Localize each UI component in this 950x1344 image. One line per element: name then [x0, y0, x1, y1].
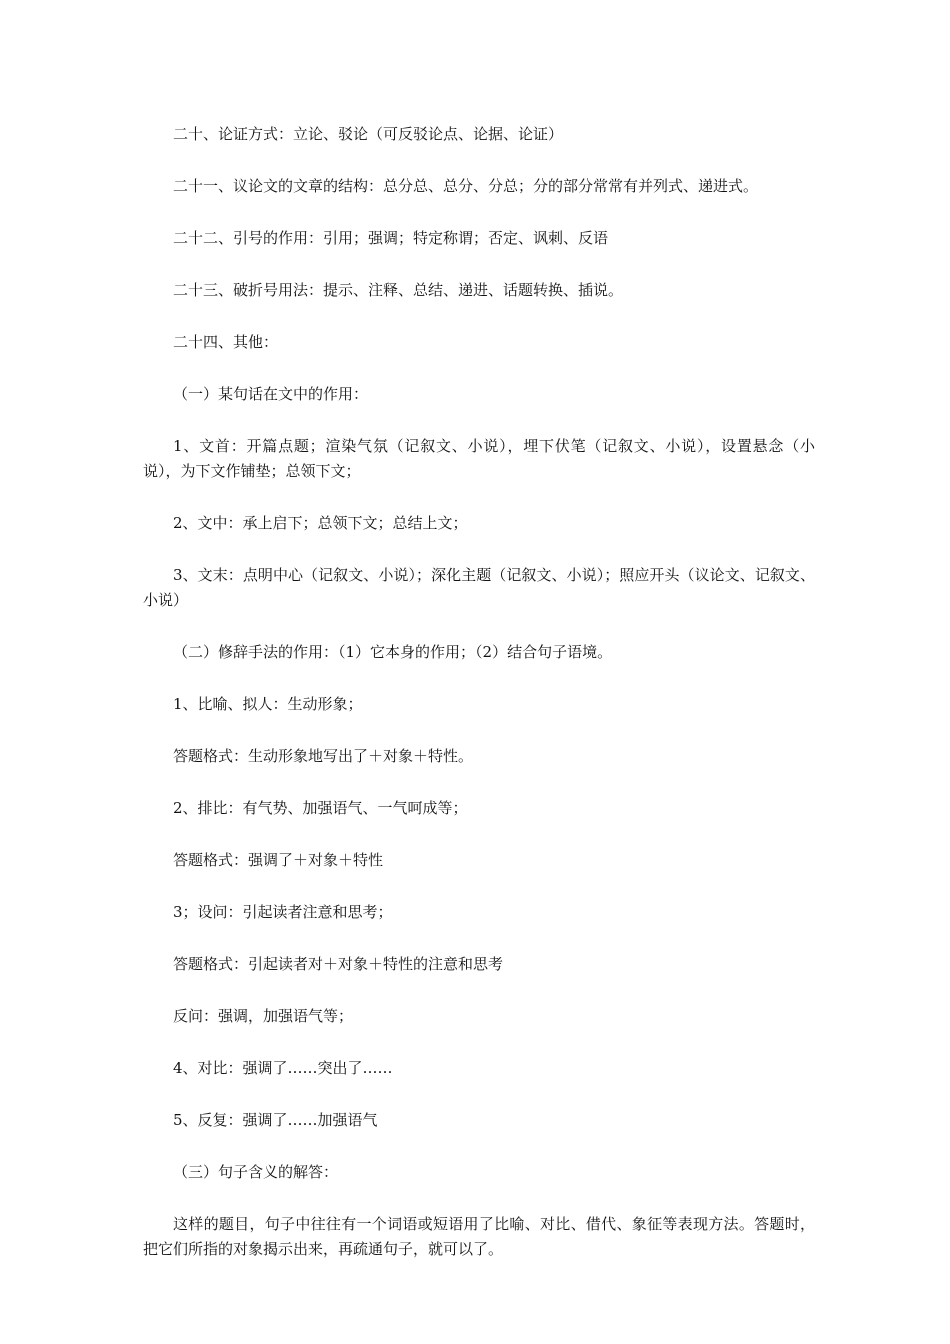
paragraph-quotation-marks: 二十二、引号的作用：引用；强调；特定称谓；否定、讽刺、反语 [173, 229, 609, 247]
paragraph-metaphor: 1、比喻、拟人：生动形象； [173, 695, 363, 713]
paragraph-answer-format-2: 答题格式：强调了＋对象＋特性 [173, 851, 384, 869]
document-page [143, 122, 815, 1289]
paragraph-answer-format-1: 答题格式：生动形象地写出了＋对象＋特性。 [173, 747, 474, 765]
paragraph-rhetorical-ask: 反问：强调，加强语气等； [173, 1007, 354, 1025]
paragraph-others-heading: 二十四、其他： [173, 333, 279, 351]
paragraph-sentence-meaning: 这样的题目，句子中往往有一个词语或短语用了比喻、对比、借代、象征等表现方法。答题时，把它们所指的对象揭示出来，再疏通句子，就可以了。 [143, 1215, 815, 1258]
paragraph-contrast: 4、对比：强调了……突出了…… [173, 1059, 393, 1077]
paragraph-parallelism: 2、排比：有气势、加强语气、一气呵成等； [173, 799, 468, 817]
paragraph-dash-usage: 二十三、破折号用法：提示、注释、总结、递进、话题转换、插说。 [173, 281, 624, 299]
paragraph-essay-structure: 二十一、议论文的文章的结构：总分总、总分、分总；分的部分常常有并列式、递进式。 [173, 177, 759, 195]
paragraph-answer-format-3: 答题格式：引起读者对＋对象＋特性的注意和思考 [173, 955, 504, 973]
paragraph-text-end: 3、文末：点明中心（记叙文、小说）；深化主题（记叙文、小说）；照应开头（议论文、记叙文、小说） [143, 566, 815, 609]
paragraph-text-beginning: 1、文首：开篇点题；渲染气氛（记叙文、小说），埋下伏笔（记叙文、小说），设置悬念（小说），为下文作铺垫；总领下文； [143, 437, 815, 480]
paragraph-repetition: 5、反复：强调了……加强语气 [173, 1111, 378, 1129]
paragraph-rhetorical-question: 3；设问：引起读者注意和思考； [173, 903, 393, 921]
paragraph-argument-methods: 二十、论证方式：立论、驳论（可反驳论点、论据、论证） [173, 125, 564, 143]
paragraph-section-three-heading: （三）句子含义的解答： [173, 1163, 339, 1181]
paragraph-text-middle: 2、文中：承上启下；总领下文；总结上文； [173, 514, 468, 532]
paragraph-section-one-heading: （一）某句话在文中的作用： [173, 385, 369, 403]
paragraph-section-two-heading: （二）修辞手法的作用：（1）它本身的作用；（2）结合句子语境。 [173, 643, 613, 661]
